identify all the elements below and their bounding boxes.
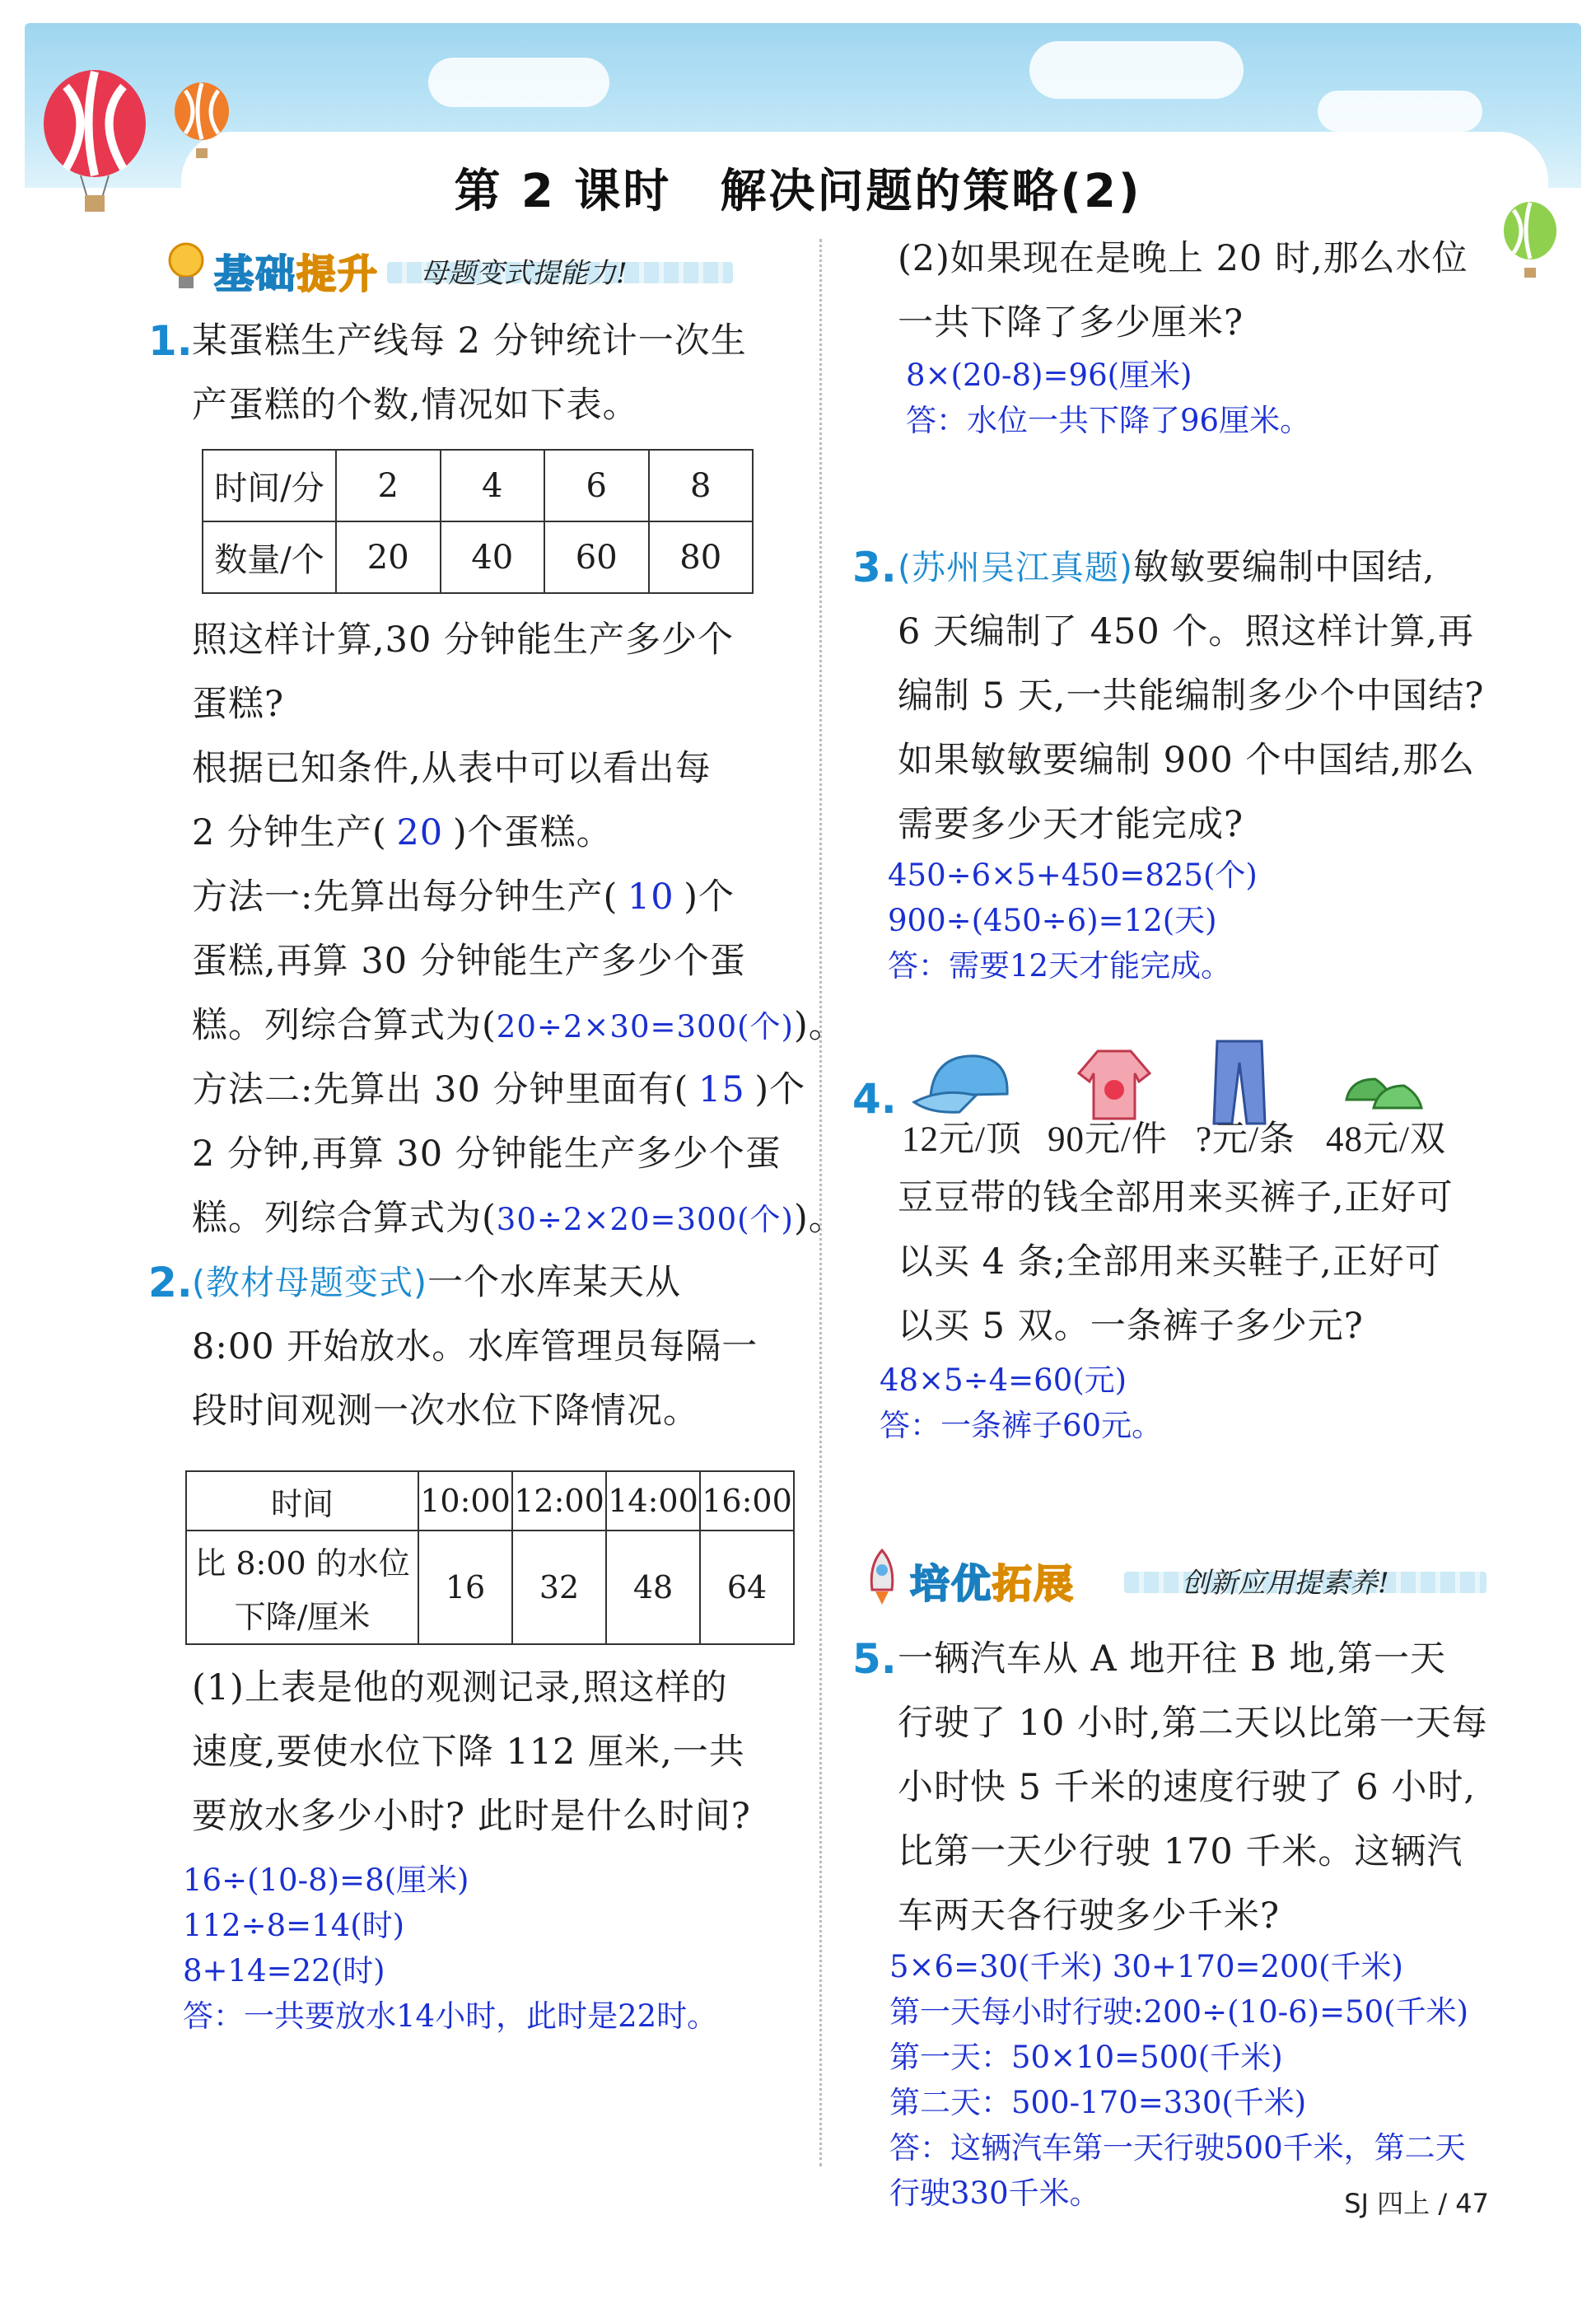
answer-fill: 30÷2×20=300(个) — [496, 1202, 794, 1237]
answer-fill: 15 — [698, 1069, 745, 1110]
q1-text-line: 某蛋糕生产线每 2 分钟统计一次生 — [192, 320, 747, 362]
answer-line: 112÷8=14(时) — [183, 1908, 405, 1943]
q5-text-line: 比第一天少行驶 170 千米。这辆汽 — [898, 1831, 1463, 1872]
table-cell: 32 — [512, 1531, 606, 1644]
table-cell: 14:00 — [606, 1471, 700, 1531]
table-row-label: 比 8:00 的水位 — [194, 1545, 410, 1582]
q2-text-line: 8:00 开始放水。水库管理员每隔一 — [192, 1326, 758, 1367]
q3-text-line: 需要多少天才能完成? — [898, 804, 1244, 845]
question-source-tag: (苏州吴江真题) — [898, 548, 1133, 587]
q2-table — [185, 1470, 795, 1645]
question-source-tag: (教材母题变式) — [192, 1263, 427, 1302]
table-cell: 12:00 — [512, 1471, 606, 1531]
q2-text-line: 段时间观测一次水位下降情况。 — [192, 1390, 699, 1432]
q5-text-line: 车两天各行驶多少千米? — [898, 1895, 1281, 1937]
q1-text-line: 2 分钟,再算 30 分钟能生产多少个蛋 — [192, 1133, 782, 1175]
rocket-icon — [861, 1549, 903, 1606]
table-cell: 40 — [441, 521, 545, 593]
q5-text-line: 行驶了 10 小时,第二天以比第一天每 — [898, 1703, 1488, 1744]
q2-text-line: (教材母题变式)一个水库某天从 — [192, 1262, 681, 1303]
answer-line: 行驶330千米。 — [889, 2175, 1100, 2211]
q3-text-line: 编制 5 天,一共能编制多少个中国结? — [898, 675, 1485, 717]
answer-line: 第二天：500-170=330(千米) — [889, 2085, 1307, 2120]
answer-line: 48×5÷4=60(元) — [880, 1362, 1127, 1398]
table-cell: 2 — [336, 450, 441, 521]
q3-text-line: 如果敏敏要编制 900 个中国结,那么 — [898, 740, 1476, 781]
page-title: 第 2 课时 解决问题的策略(2) — [454, 165, 1142, 218]
q1-text-line: 蛋糕? — [192, 684, 285, 725]
q1-text-line: 产蛋糕的个数,情况如下表。 — [192, 385, 639, 426]
q1-text-line: 糕。列综合算式为(20÷2×30=300(个))。 — [192, 1005, 845, 1046]
q3-text-line: 6 天编制了 450 个。照这样计算,再 — [898, 611, 1475, 652]
answer-line: 第一天每小时行驶:200÷(10-6)=50(千米) — [889, 1994, 1469, 2030]
table-cell: 时间 — [186, 1471, 418, 1531]
q1-table — [202, 449, 754, 594]
q1-text-line: 方法二:先算出 30 分钟里面有( 15 )个 — [192, 1058, 805, 1122]
q1-text-line: 照这样计算,30 分钟能生产多少个 — [192, 619, 735, 661]
answer-line: 答：需要12天才能完成。 — [888, 948, 1232, 984]
answer-line: 450÷6×5+450=825(个) — [888, 858, 1258, 893]
table-cell: 10:00 — [418, 1471, 512, 1531]
q1-text-line: 蛋糕,再算 30 分钟能生产多少个蛋 — [192, 941, 746, 982]
cloud — [1318, 91, 1482, 132]
q1-text-line: 2 分钟生产( 20 )个蛋糕。 — [192, 801, 613, 865]
table-cell: 60 — [544, 521, 649, 593]
answer-line: 8+14=22(时) — [183, 1953, 385, 1989]
q2-text-line: 一共下降了多少厘米? — [898, 302, 1244, 343]
table-row-label: 下降/厘米 — [234, 1599, 371, 1635]
section-basic-heading — [165, 239, 791, 297]
price-label: ?元/条 — [1196, 1120, 1296, 1159]
question-number: 5. — [852, 1635, 897, 1683]
table-cell: 16 — [418, 1531, 512, 1644]
answer-line: 5×6=30(千米) 30+170=200(千米) — [889, 1949, 1403, 1984]
table-cell: 48 — [606, 1531, 700, 1644]
answer-line: 8×(20-8)=96(厘米) — [906, 358, 1192, 393]
lightbulb-icon — [165, 241, 208, 293]
table-cell: 64 — [700, 1531, 794, 1644]
question-number: 2. — [148, 1259, 193, 1306]
q4-text-line: 豆豆带的钱全部用来买裤子,正好可 — [898, 1177, 1454, 1218]
section-tag: 基础提升 — [214, 251, 380, 297]
cloud — [428, 58, 609, 107]
q2-text-line: 要放水多少小时? 此时是什么时间? — [192, 1796, 751, 1837]
page-footer: SJ 四上 / 47 — [1344, 2188, 1489, 2219]
question-number: 4. — [852, 1075, 897, 1123]
price-label: 12元/顶 — [902, 1120, 1022, 1159]
table-cell: 4 — [441, 450, 545, 521]
q2-text-line: (2)如果现在是晚上 20 时,那么水位 — [898, 238, 1468, 279]
section-slogan: 母题变式提能力! — [420, 257, 628, 290]
answer-line: 答：这辆汽车第一天行驶500千米，第二天 — [889, 2130, 1466, 2166]
section-slogan: 创新应用提素养! — [1182, 1567, 1389, 1600]
table-cell: 6 — [544, 450, 649, 521]
price-label: 48元/双 — [1326, 1120, 1446, 1159]
q3-text-line: (苏州吴江真题)敏敏要编制中国结, — [898, 547, 1435, 588]
q4-text-line: 以买 5 双。一条裤子多少元? — [898, 1306, 1364, 1347]
q4-text-line: 以买 4 条;全部用来买鞋子,正好可 — [898, 1241, 1441, 1283]
answer-line: 答：水位一共下降了96厘米。 — [906, 403, 1311, 438]
table-cell — [186, 1531, 418, 1644]
question-number: 1. — [148, 317, 193, 365]
table-cell: 8 — [649, 450, 754, 521]
cloud — [1029, 41, 1244, 99]
section-advanced-heading — [861, 1549, 1486, 1606]
answer-line: 第一天：50×10=500(千米) — [889, 2040, 1283, 2075]
q5-text-line: 小时快 5 千米的速度行驶了 6 小时, — [898, 1767, 1477, 1808]
price-label: 90元/件 — [1048, 1120, 1168, 1159]
q2-text-line: 速度,要使水位下降 112 厘米,一共 — [192, 1732, 745, 1773]
table-cell: 20 — [336, 521, 441, 593]
hot-air-balloon-icon — [169, 82, 235, 165]
answer-line: 答：一共要放水14小时，此时是22时。 — [183, 1998, 718, 2034]
q1-text-line: 糕。列综合算式为(30÷2×20=300(个))。 — [192, 1198, 845, 1239]
question-number: 3. — [852, 544, 897, 591]
section-tag: 培优拓展 — [910, 1561, 1076, 1607]
q2-text-line: (1)上表是他的观测记录,照这样的 — [192, 1667, 728, 1708]
table-cell: 80 — [649, 521, 754, 593]
answer-fill: 10 — [627, 876, 674, 918]
table-cell: 16:00 — [700, 1471, 794, 1531]
q5-text-line: 一辆汽车从 A 地开往 B 地,第一天 — [898, 1638, 1446, 1680]
q1-text-line: 方法一:先算出每分钟生产( 10 )个 — [192, 865, 735, 929]
answer-line: 答：一条裤子60元。 — [880, 1408, 1163, 1443]
table-cell: 时间/分 — [203, 450, 336, 521]
answer-line: 900÷(450÷6)=12(天) — [888, 903, 1217, 938]
answer-fill: 20 — [396, 812, 444, 853]
answer-fill: 20÷2×30=300(个) — [496, 1009, 794, 1045]
q1-text-line: 根据已知条件,从表中可以看出每 — [192, 748, 712, 789]
answer-line: 16÷(10-8)=8(厘米) — [183, 1862, 469, 1898]
table-cell: 数量/个 — [203, 521, 336, 593]
